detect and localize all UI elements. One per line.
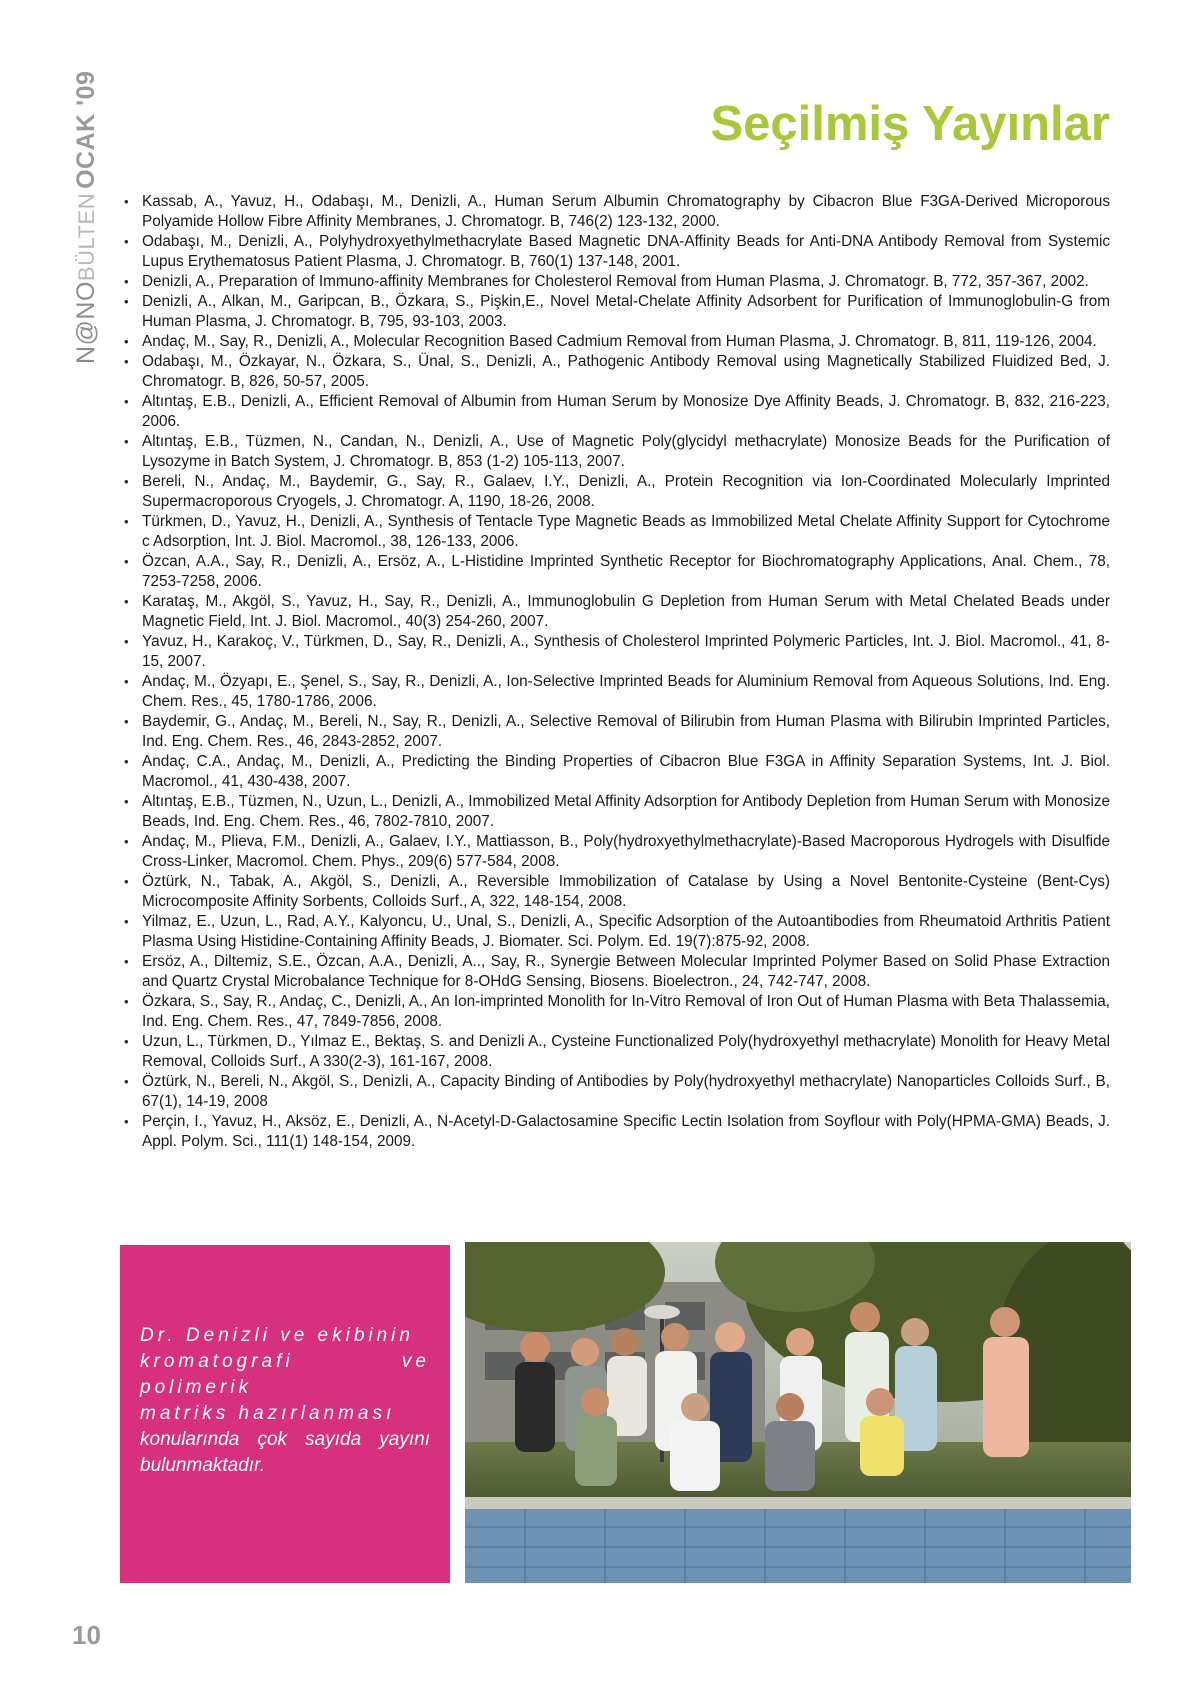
caption-line-rest: konularında çok sayıda yayını bulunmaktadır. xyxy=(140,1429,430,1476)
publication-item xyxy=(120,552,1110,592)
bullet-icon: • xyxy=(124,354,129,369)
publication-text: Ersöz, A., Diltemiz, S.E., Özcan, A.A., Denizli, A.., Say, R., Synergie Between Molecular Imprinted Polymer Based on Solid Phase Extraction and Quartz Crystal Microbalance Technique for 8-OHdG Sensing, Biosens. Bioelectron., 24, 742-747, 2008. xyxy=(142,953,1110,990)
publication-item xyxy=(120,352,1110,392)
bullet-icon: • xyxy=(124,754,129,769)
bullet-icon: • xyxy=(124,954,129,969)
publication-text: Uzun, L., Türkmen, D., Yılmaz E., Bektaş, S. and Denizli A., Cysteine Functionalized Poly(hydroxyethyl methacrylate) Monolith for Heavy Metal Removal, Colloids Surf., A 330(2-3), 161-167, 2008. xyxy=(142,1033,1110,1070)
publication-item xyxy=(120,332,1110,352)
publication-text: Andaç, M., Plieva, F.M., Denizli, A., Galaev, I.Y., Mattiasson, B., Poly(hydroxyethylmethacrylate)-Based Macroporous Hydrogels with Disulfide Cross-Linker, Macromol. Chem. Phys., 209(6) 577-584, 2008. xyxy=(142,833,1110,870)
publication-text: Andaç, C.A., Andaç, M., Denizli, A., Predicting the Binding Properties of Cibacron Blue F3GA in Affinity Separation Systems, Int. J. Biol. Macromol., 41, 430-438, 2007. xyxy=(142,753,1110,790)
bullet-icon: • xyxy=(124,1114,129,1129)
publication-text: Andaç, M., Say, R., Denizli, A., Molecular Recognition Based Cadmium Removal from Human Plasma, J. Chromatogr. B, 811, 119-126, 2004. xyxy=(142,333,1097,350)
bullet-icon: • xyxy=(124,1034,129,1049)
bullet-icon: • xyxy=(124,194,129,209)
bullet-icon: • xyxy=(124,554,129,569)
publication-text: Baydemir, G., Andaç, M., Bereli, N., Say, R., Denizli, A., Selective Removal of Bilirubin from Human Plasma with Bilirubin Imprinted Particles, Ind. Eng. Chem. Res., 46, 2843-2852, 2007. xyxy=(142,713,1110,750)
bullet-icon: • xyxy=(124,874,129,889)
bullet-icon: • xyxy=(124,794,129,809)
publication-item xyxy=(120,792,1110,832)
bullet-icon: • xyxy=(124,294,129,309)
publication-item xyxy=(120,232,1110,272)
caption-line-3: matriks hazırlanması xyxy=(140,1403,396,1424)
publication-item xyxy=(120,392,1110,432)
publication-text: Altıntaş, E.B., Tüzmen, N., Candan, N., Denizli, A., Use of Magnetic Poly(glycidyl methacrylate) Monosize Beads for the Purification of Lysozyme in Batch System, J. Chromatogr. B, 853 (1-2) 105-113, 2007. xyxy=(142,433,1110,470)
publication-text: Kassab, A., Yavuz, H., Odabaşı, M., Denizli, A., Human Serum Albumin Chromatography by Cibacron Blue F3GA-Derived Microporous Polyamide Hollow Fibre Affinity Membranes, J. Chromatogr. B, 746(2) 123-132, 2000. xyxy=(142,193,1110,230)
bullet-icon: • xyxy=(124,434,129,449)
bullet-icon: • xyxy=(124,634,129,649)
bullet-icon: • xyxy=(124,514,129,529)
publication-text: Odabaşı, M., Özkayar, N., Özkara, S., Ünal, S., Denizli, A., Pathogenic Antibody Removal using Magnetically Stabilized Fluidized Bed, J. Chromatogr. B, 826, 50-57, 2005. xyxy=(142,353,1110,390)
publication-text: Özcan, A.A., Say, R., Denizli, A., Ersöz, A., L-Histidine Imprinted Synthetic Receptor for Biochromatography Applications, Anal. Chem., 78, 7253-7258, 2006. xyxy=(142,553,1110,590)
publication-item xyxy=(120,272,1110,292)
publication-text: Türkmen, D., Yavuz, H., Denizli, A., Synthesis of Tentacle Type Magnetic Beads as Immobilized Metal Chelate Affinity Support for Cytochrome c Adsorption, Int. J. Biol. Macromol., 38, 126-133, 2006. xyxy=(142,513,1110,550)
publication-item xyxy=(120,1032,1110,1072)
bullet-icon: • xyxy=(124,994,129,1009)
publication-list xyxy=(120,192,1110,1152)
publication-item xyxy=(120,952,1110,992)
bullet-icon: • xyxy=(124,714,129,729)
publication-text: Andaç, M., Özyapı, E., Şenel, S., Say, R., Denizli, A., Ion-Selective Imprinted Beads for Aluminium Removal from Aqueous Solutions, Ind. Eng. Chem. Res., 45, 1780-1786, 2006. xyxy=(142,673,1110,710)
bullet-icon: • xyxy=(124,1074,129,1089)
bullet-icon: • xyxy=(124,594,129,609)
publication-item xyxy=(120,912,1110,952)
publication-item xyxy=(120,872,1110,912)
bullet-icon: • xyxy=(124,394,129,409)
issue-label: OCAK '09 xyxy=(72,70,100,189)
bullet-icon: • xyxy=(124,334,129,349)
banner-text xyxy=(72,71,101,364)
page-number: 10 xyxy=(72,1620,101,1650)
publication-item xyxy=(120,832,1110,872)
caption-text xyxy=(140,1323,430,1479)
page-title: Seçilmiş Yayınlar xyxy=(710,97,1110,151)
publication-text: Özkara, S., Say, R., Andaç, C., Denizli, A., An Ion-imprinted Monolith for In-Vitro Removal of Iron Out of Human Plasma with Beta Thalassemia, Ind. Eng. Chem. Res., 47, 7849-7856, 2008. xyxy=(142,993,1110,1030)
publication-text: Altıntaş, E.B., Tüzmen, N., Uzun, L., Denizli, A., Immobilized Metal Affinity Adsorption for Antibody Depletion from Human Serum with Monosize Beads, Ind. Eng. Chem. Res., 46, 7802-7810, 2007. xyxy=(142,793,1110,830)
group-photo xyxy=(465,1242,1131,1583)
caption-box xyxy=(120,1245,450,1583)
publication-item xyxy=(120,292,1110,332)
publication-text: Altıntaş, E.B., Denizli, A., Efficient Removal of Albumin from Human Serum by Monosize Dye Affinity Beads, J. Chromatogr. B, 832, 216-223, 2006. xyxy=(142,393,1110,430)
caption-line-2: kromatografi ve polimerik xyxy=(140,1351,430,1398)
publication-text: Denizli, A., Alkan, M., Garipcan, B., Özkara, S., Pişkin,E., Novel Metal-Chelate Affinity Adsorbent for Purification of Immunoglobulin-G from Human Plasma, J. Chromatogr. B, 795, 93-103, 2003. xyxy=(142,293,1110,330)
publication-item xyxy=(120,632,1110,672)
publication-item xyxy=(120,512,1110,552)
publication-item xyxy=(120,592,1110,632)
brand-name-part1: N@NO xyxy=(72,281,100,364)
publication-item xyxy=(120,472,1110,512)
publication-text: Öztürk, N., Bereli, N., Akgöl, S., Denizli, A., Capacity Binding of Antibodies by Poly(hydroxyethyl methacrylate) Nanoparticles Colloids Surf., B, 67(1), 14-19, 2008 xyxy=(142,1073,1110,1110)
publication-item xyxy=(120,992,1110,1032)
caption-line-1: Dr. Denizli ve ekibinin xyxy=(140,1325,414,1346)
publication-text: Denizli, A., Preparation of Immuno-affinity Membranes for Cholesterol Removal from Human Plasma, J. Chromatogr. B, 772, 357-367, 2002. xyxy=(142,273,1089,290)
publication-item xyxy=(120,432,1110,472)
publication-text: Bereli, N., Andaç, M., Baydemir, G., Say, R., Galaev, I.Y., Denizli, A., Protein Recognition via Ion-Coordinated Molecularly Imprinted Supermacroporous Cryogels, J. Chromatogr. A, 1190, 18-26, 2008. xyxy=(142,473,1110,510)
publication-item xyxy=(120,672,1110,712)
bullet-icon: • xyxy=(124,274,129,289)
publication-item xyxy=(120,1072,1110,1112)
publication-item xyxy=(120,752,1110,792)
bullet-icon: • xyxy=(124,674,129,689)
publication-text: Perçin, I., Yavuz, H., Aksöz, E., Denizli, A., N-Acetyl-D-Galactosamine Specific Lectin Isolation from Soyflour with Poly(HPMA-GMA) Beads, J. Appl. Polym. Sci., 111(1) 148-154, 2009. xyxy=(142,1113,1110,1150)
publication-item xyxy=(120,1112,1110,1152)
publication-text: Yavuz, H., Karakoç, V., Türkmen, D., Say, R., Denizli, A., Synthesis of Cholesterol Imprinted Polymeric Particles, Int. J. Biol. Macromol., 41, 8-15, 2007. xyxy=(142,633,1110,670)
group-photo-image xyxy=(465,1242,1131,1583)
publication-text: Öztürk, N., Tabak, A., Akgöl, S., Denizli, A., Reversible Immobilization of Catalase by Using a Novel Bentonite-Cysteine (Bent-Cys) Microcomposite Affinity Sorbents, Colloids Surf., A, 322, 148-154, 2008. xyxy=(142,873,1110,910)
bullet-icon: • xyxy=(124,234,129,249)
bullet-icon: • xyxy=(124,834,129,849)
brand-name-part2: BÜLTEN xyxy=(74,192,99,282)
publication-text: Yilmaz, E., Uzun, L., Rad, A.Y., Kalyoncu, U., Unal, S., Denizli, A., Specific Adsorption of the Autoantibodies from Rheumatoid Arthritis Patient Plasma Using Histidine-Containing Affinity Beads, J. Biomater. Sci. Polym. Ed. 19(7):875-92, 2008. xyxy=(142,913,1110,950)
publication-item xyxy=(120,712,1110,752)
publication-item xyxy=(120,192,1110,232)
publication-text: Odabaşı, M., Denizli, A., Polyhydroxyethylmethacrylate Based Magnetic DNA-Affinity Beads for Anti-DNA Antibody Removal from Systemic Lupus Erythematosus Patient Plasma, J. Chromatogr. B, 760(1) 137-148, 2001. xyxy=(142,233,1110,270)
bullet-icon: • xyxy=(124,474,129,489)
publication-text: Karataş, M., Akgöl, S., Yavuz, H., Say, R., Denizli, A., Immunoglobulin G Depletion from Human Serum with Metal Chelated Beads under Magnetic Field, Int. J. Biol. Macromol., 40(3) 254-260, 2007. xyxy=(142,593,1110,630)
bullet-icon: • xyxy=(124,914,129,929)
